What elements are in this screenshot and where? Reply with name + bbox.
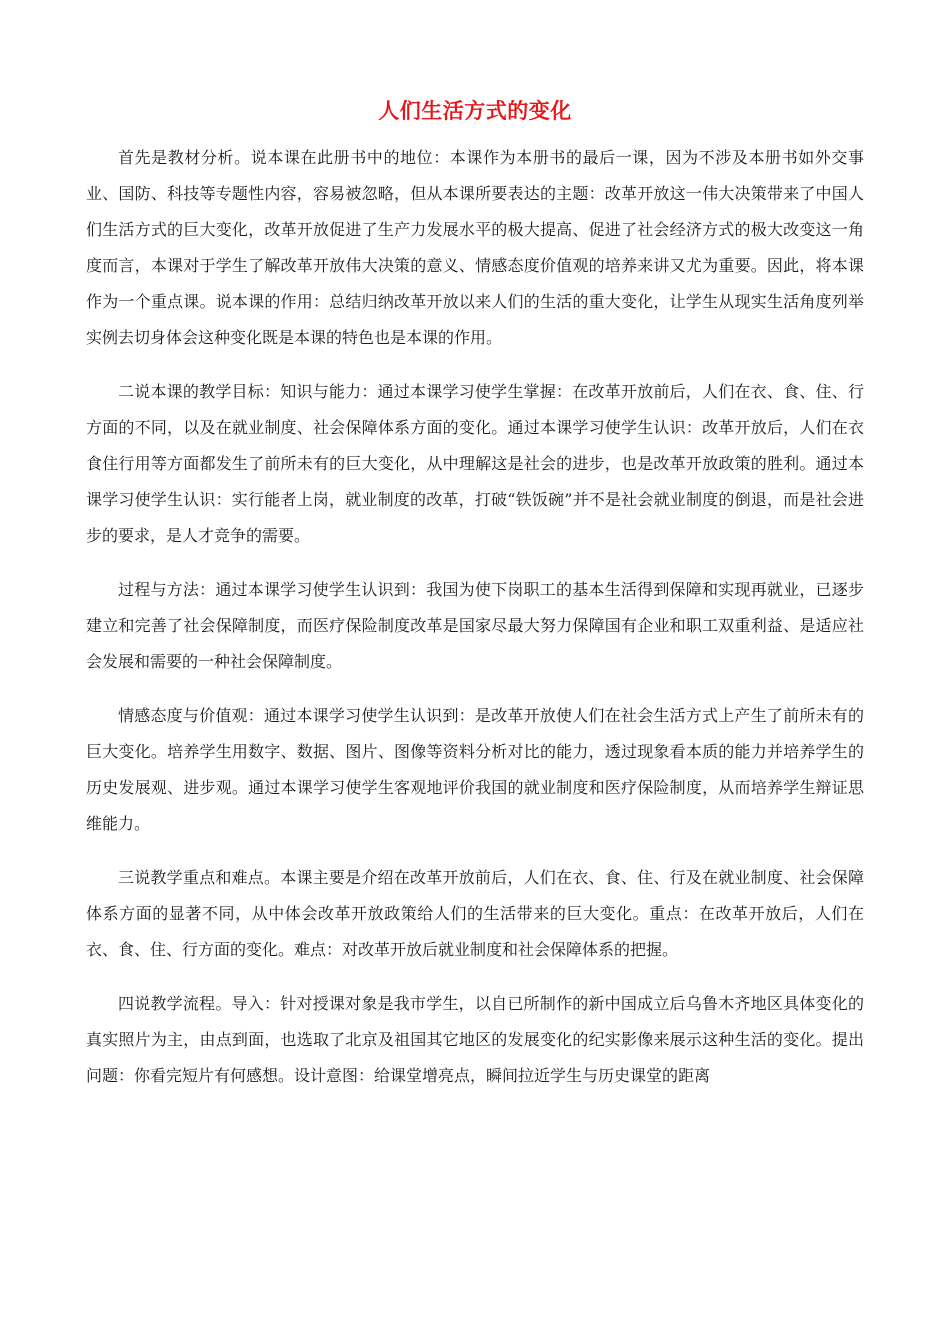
paragraph-teaching-objectives: 二说本课的教学目标：知识与能力：通过本课学习使学生掌握：在改革开放前后，人们在衣、食、住、行方面的不同，以及在就业制度、社会保障体系方面的变化。通过本课学习使学生认识：改革开放后，人们在衣食住行用等方面都发生了前所未有的巨大变化，从中理解这是社会的进步，也是改革开放政策的胜利。通过本课学习使学生认识：实行能者上岗，就业制度的改革，打破“铁饭碗”并不是社会就业制度的倒退，而是社会进步的要求，是人才竞争的需要。 — [86, 382, 864, 545]
paragraph-key-difficult-points: 三说教学重点和难点。本课主要是介绍在改革开放前后，人们在衣、食、住、行及在就业制度、社会保障体系方面的显著不同，从中体会改革开放政策给人们的生活带来的巨大变化。重点：在改革开放后，人们在衣、食、住、行方面的变化。难点：对改革开放后就业制度和社会保障体系的把握。 — [86, 868, 864, 959]
paragraph-attitudes-values: 情感态度与价值观：通过本课学习使学生认识到：是改革开放使人们在社会生活方式上产生了前所未有的巨大变化。培养学生用数字、数据、图片、图像等资料分析对比的能力，透过现象看本质的能力并培养学生的历史发展观、进步观。通过本课学习使学生客观地评价我国的就业制度和医疗保险制度，从而培养学生辩证思维能力。 — [86, 706, 864, 833]
document-title: 人们生活方式的变化 — [378, 99, 572, 123]
paragraph-process-methods: 过程与方法：通过本课学习使学生认识到：我国为使下岗职工的基本生活得到保障和实现再就业，已逐步建立和完善了社会保障制度，而医疗保险制度改革是国家尽最大努力保障国有企业和职工双重利益、是适应社会发展和需要的一种社会保障制度。 — [86, 580, 864, 671]
paragraph-teaching-process: 四说教学流程。导入：针对授课对象是我市学生，以自已所制作的新中国成立后乌鲁木齐地区具体变化的真实照片为主，由点到面，也选取了北京及祖国其它地区的发展变化的纪实影像来展示这种生活的变化。提出问题：你看完短片有何感想。设计意图：给课堂增亮点，瞬间拉近学生与历史课堂的距离 — [86, 994, 864, 1085]
document-body — [86, 140, 864, 1112]
paragraph-textbook-analysis: 首先是教材分析。说本课在此册书中的地位：本课作为本册书的最后一课，因为不涉及本册书如外交事业、国防、科技等专题性内容，容易被忽略，但从本课所要表达的主题：改革开放这一伟大决策带来了中国人们生活方式的巨大变化，改革开放促进了生产力发展水平的极大提高、促进了社会经济方式的极大改变这一角度而言，本课对于学生了解改革开放伟大决策的意义、情感态度价值观的培养来讲又尤为重要。因此，将本课作为一个重点课。说本课的作用：总结归纳改革开放以来人们的生活的重大变化，让学生从现实生活角度列举实例去切身体会这种变化既是本课的特色也是本课的作用。 — [86, 148, 864, 347]
